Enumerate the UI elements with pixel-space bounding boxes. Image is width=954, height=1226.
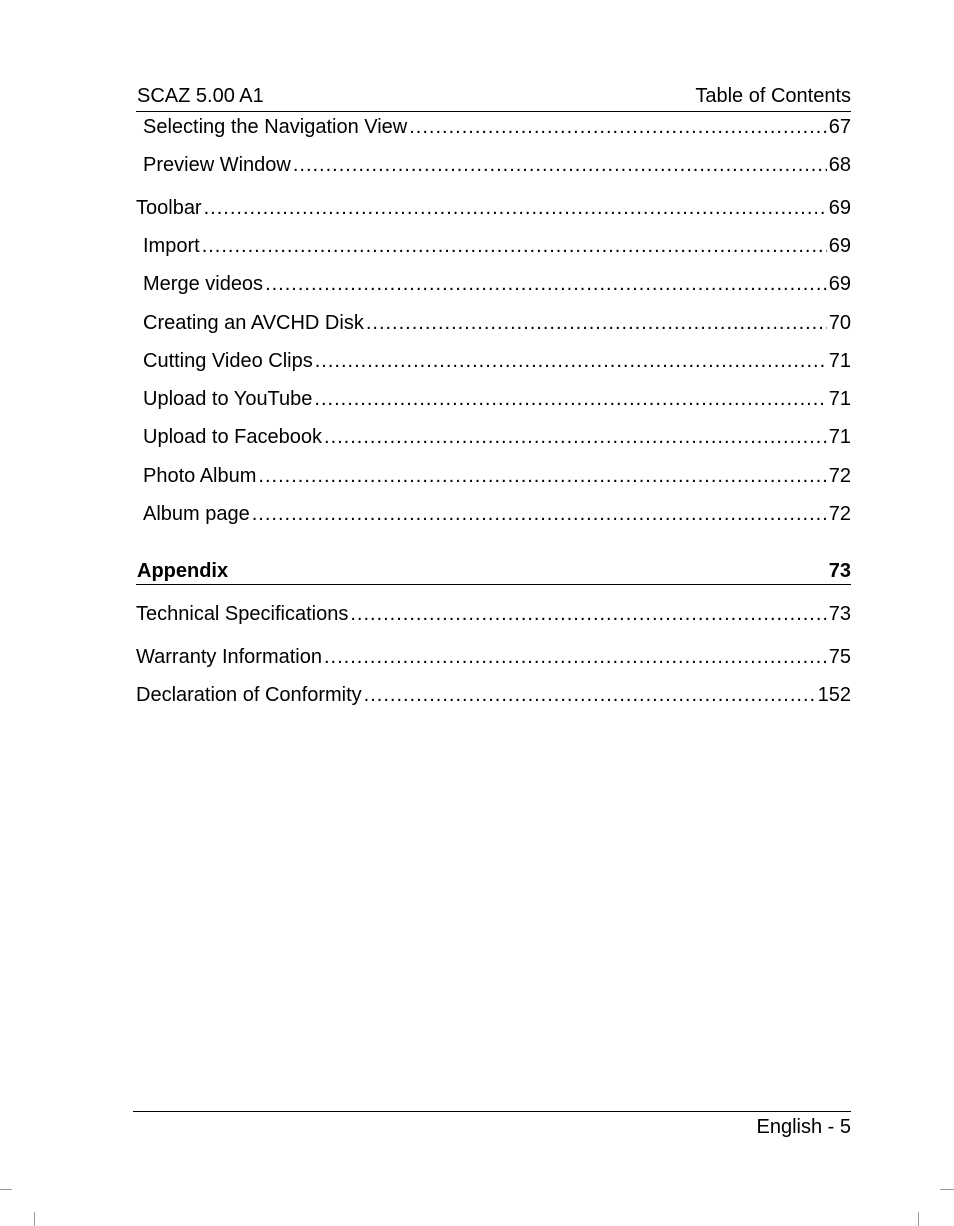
dot-leader: [409, 116, 827, 139]
toc-entry[interactable]: [136, 197, 851, 223]
toc-entry-page: 67: [828, 116, 851, 138]
toc-entry[interactable]: [136, 603, 851, 629]
toc-entry-page: 69: [828, 197, 851, 219]
toc-entry-title: Merge videos: [143, 273, 264, 295]
toc-entry-title: Photo Album: [143, 465, 257, 487]
toc-entry-title: Upload to YouTube: [143, 388, 313, 410]
toc-entry-title: Import: [143, 235, 200, 257]
toc-entry-title: Declaration of Conformity: [136, 684, 362, 706]
toc-entry-title: Upload to Facebook: [143, 426, 323, 448]
toc-entry[interactable]: [136, 684, 851, 710]
toc-entry-page: 75: [828, 646, 851, 668]
dot-leader: [252, 503, 827, 526]
toc-entry-page: 70: [828, 312, 851, 334]
dot-leader: [324, 646, 827, 669]
toc-entry-title: Toolbar: [136, 197, 202, 219]
toc-entry[interactable]: [143, 312, 851, 338]
toc-entry-page: 68: [828, 154, 851, 176]
dot-leader: [202, 235, 827, 258]
toc-entry-title: Cutting Video Clips: [143, 350, 313, 372]
dot-leader: [265, 273, 827, 296]
toc-entry[interactable]: [143, 273, 851, 299]
toc-entry-title: Technical Specifications: [136, 603, 349, 625]
toc-entry-page: 69: [828, 273, 851, 295]
dot-leader: [258, 465, 826, 488]
dot-leader: [315, 350, 827, 373]
toc-entry[interactable]: [143, 154, 851, 180]
toc-entry-page: 72: [828, 503, 851, 525]
page-header: [136, 84, 851, 112]
toc-entry[interactable]: [143, 235, 851, 261]
toc-entry-title: Album page: [143, 503, 250, 525]
toc-entry-title: Preview Window: [143, 154, 291, 176]
toc-entry-title: Warranty Information: [136, 646, 322, 668]
footer-page-label: English - 5: [756, 1116, 851, 1138]
dot-leader: [293, 154, 827, 177]
toc-entry-page: 71: [828, 350, 851, 372]
section-title: Table of Contents: [695, 85, 851, 107]
toc-entry[interactable]: [143, 116, 851, 142]
dot-leader: [350, 603, 826, 626]
dot-leader: [204, 197, 827, 220]
chapter-heading[interactable]: [136, 560, 851, 585]
toc-entry[interactable]: [136, 646, 851, 672]
page-footer: [133, 1111, 851, 1142]
toc-entry-page: 73: [828, 603, 851, 625]
toc-entry-title: Selecting the Navigation View: [143, 116, 408, 138]
chapter-page: 73: [828, 560, 851, 582]
toc-entry-title: Creating an AVCHD Disk: [143, 312, 364, 334]
dot-leader: [314, 388, 826, 411]
toc-entry-page: 69: [828, 235, 851, 257]
crop-mark: [918, 1212, 919, 1226]
dot-leader: [324, 426, 827, 449]
toc-entry-page: 71: [828, 426, 851, 448]
crop-mark: [940, 1189, 954, 1190]
chapter-title: Appendix: [137, 560, 229, 582]
toc-entry[interactable]: [143, 503, 851, 529]
dot-leader: [366, 312, 827, 335]
dot-leader: [364, 684, 816, 707]
toc-entry-page: 72: [828, 465, 851, 487]
toc-entry-page: 71: [828, 388, 851, 410]
toc-entry[interactable]: [143, 388, 851, 414]
toc-entry[interactable]: [143, 426, 851, 452]
crop-mark: [34, 1212, 35, 1226]
toc-entry-page: 152: [817, 684, 851, 706]
toc-entry[interactable]: [143, 350, 851, 376]
model-name: SCAZ 5.00 A1: [137, 85, 264, 107]
toc-entry[interactable]: [143, 465, 851, 491]
crop-mark: [0, 1189, 12, 1190]
